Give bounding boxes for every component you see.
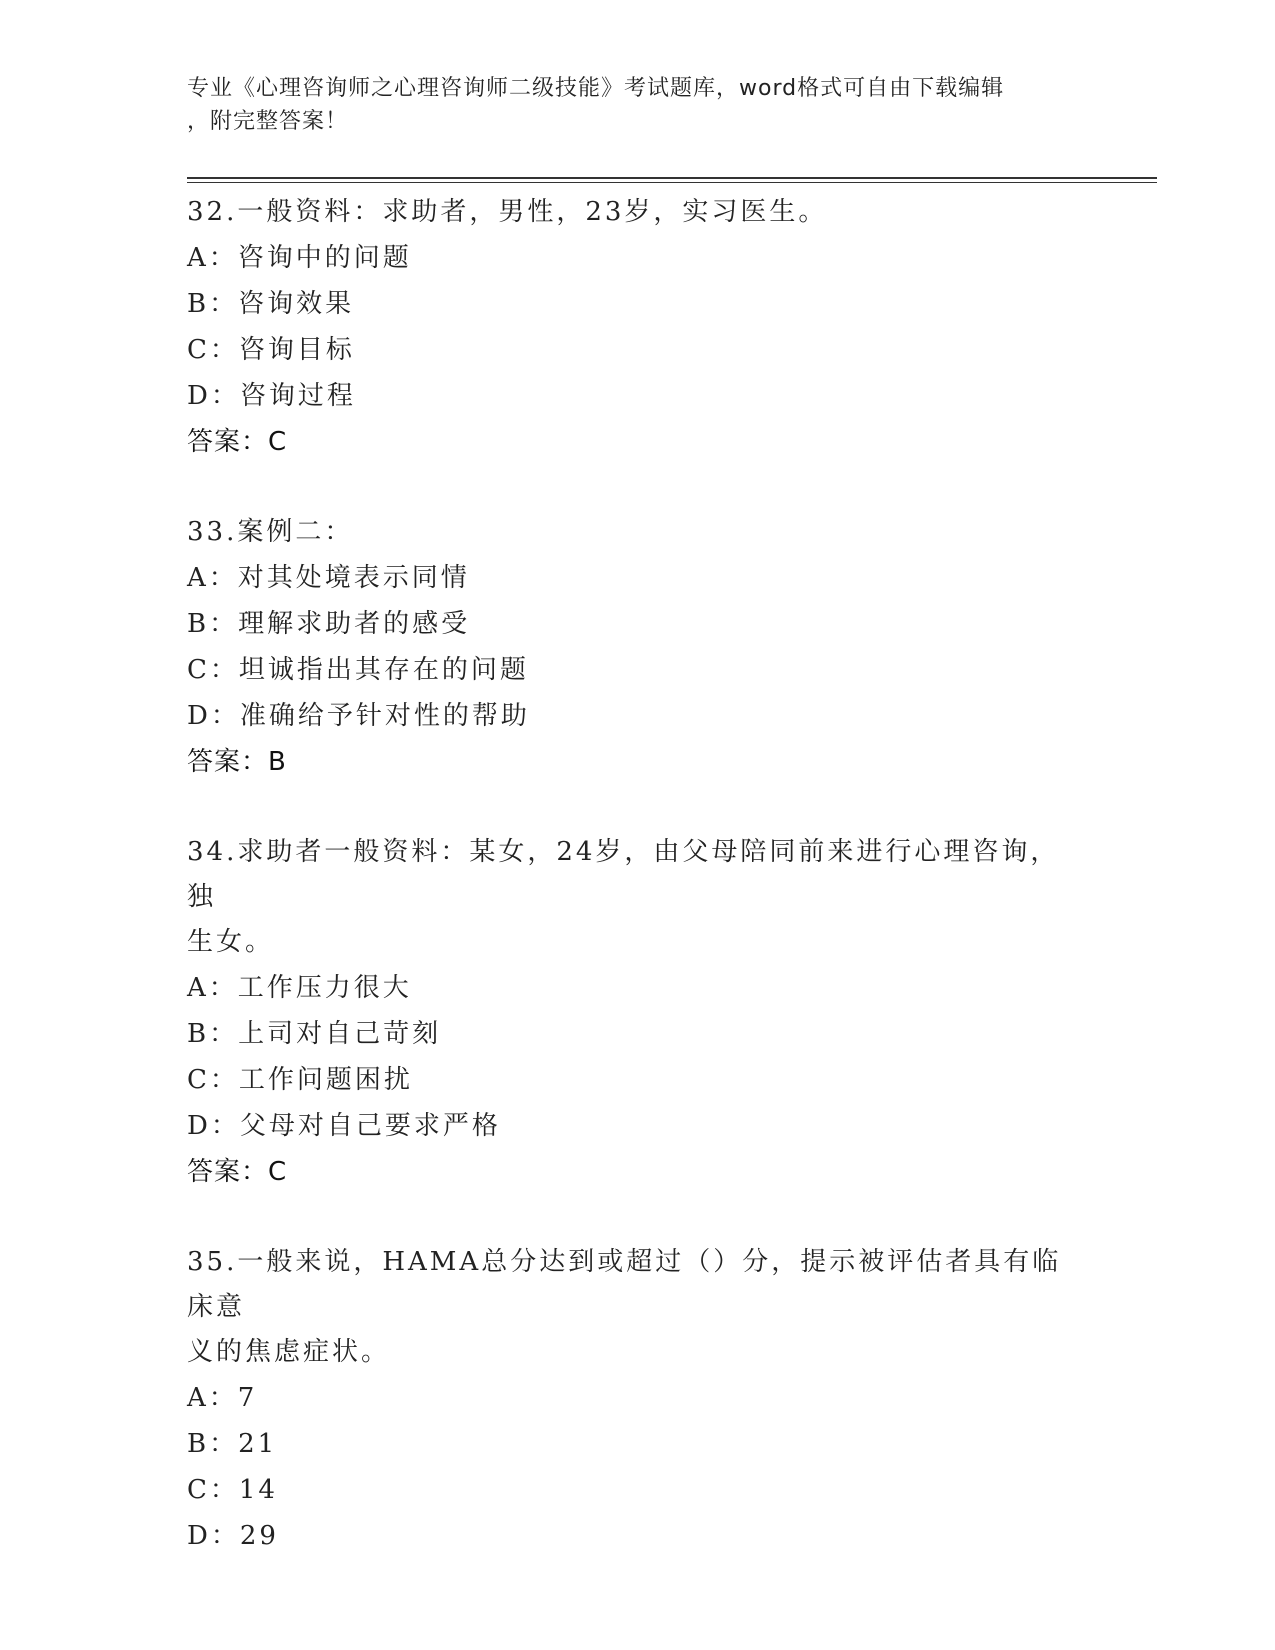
answer: 答案：C — [187, 427, 288, 457]
question-list — [187, 190, 1087, 1604]
header-divider-thick — [187, 177, 1157, 179]
answer: 答案：B — [187, 747, 287, 777]
header-line-2: ，附完整答案！ — [187, 109, 349, 134]
answer: 答案：C — [187, 1157, 288, 1187]
question-text: 32.一般资料：求助者，男性，23岁，实习医生。 — [187, 197, 828, 227]
option-c: C：咨询目标 — [187, 335, 355, 365]
option-d: D：准确给予针对性的帮助 — [187, 701, 530, 731]
option-a: A：工作压力很大 — [187, 973, 412, 1003]
option-d: D：父母对自己要求严格 — [187, 1111, 501, 1141]
option-b: B：21 — [187, 1429, 278, 1459]
question-text: 34.求助者一般资料：某女，24岁，由父母陪同前来进行心理咨询，独 — [187, 837, 1060, 912]
option-c: C：坦诚指出其存在的问题 — [187, 655, 529, 685]
option-c: C：14 — [187, 1475, 278, 1505]
option-b: B：咨询效果 — [187, 289, 355, 319]
question-text: 33.案例二： — [187, 517, 354, 547]
question-text: 35.一般来说，HAMA总分达到或超过（）分，提示被评估者具有临床意 — [187, 1247, 1062, 1322]
option-a: A：对其处境表示同情 — [187, 563, 470, 593]
option-b: B：上司对自己苛刻 — [187, 1019, 442, 1049]
option-a: A：7 — [187, 1383, 258, 1413]
question-34 — [187, 830, 1087, 1195]
question-text-continued: 生女。 — [187, 927, 275, 957]
option-c: C：工作问题困扰 — [187, 1065, 413, 1095]
question-text-continued: 义的焦虑症状。 — [187, 1337, 391, 1367]
document-header — [187, 72, 1087, 138]
option-b: B：理解求助者的感受 — [187, 609, 471, 639]
question-35 — [187, 1240, 1087, 1559]
question-33 — [187, 510, 1087, 785]
question-32 — [187, 190, 1087, 465]
option-d: D：29 — [187, 1521, 279, 1551]
header-divider-thin — [187, 182, 1157, 183]
header-line-1: 专业《心理咨询师之心理咨询师二级技能》考试题库，word格式可自由下载编辑 — [187, 76, 1005, 101]
option-a: A：咨询中的问题 — [187, 243, 412, 273]
option-d: D：咨询过程 — [187, 381, 356, 411]
